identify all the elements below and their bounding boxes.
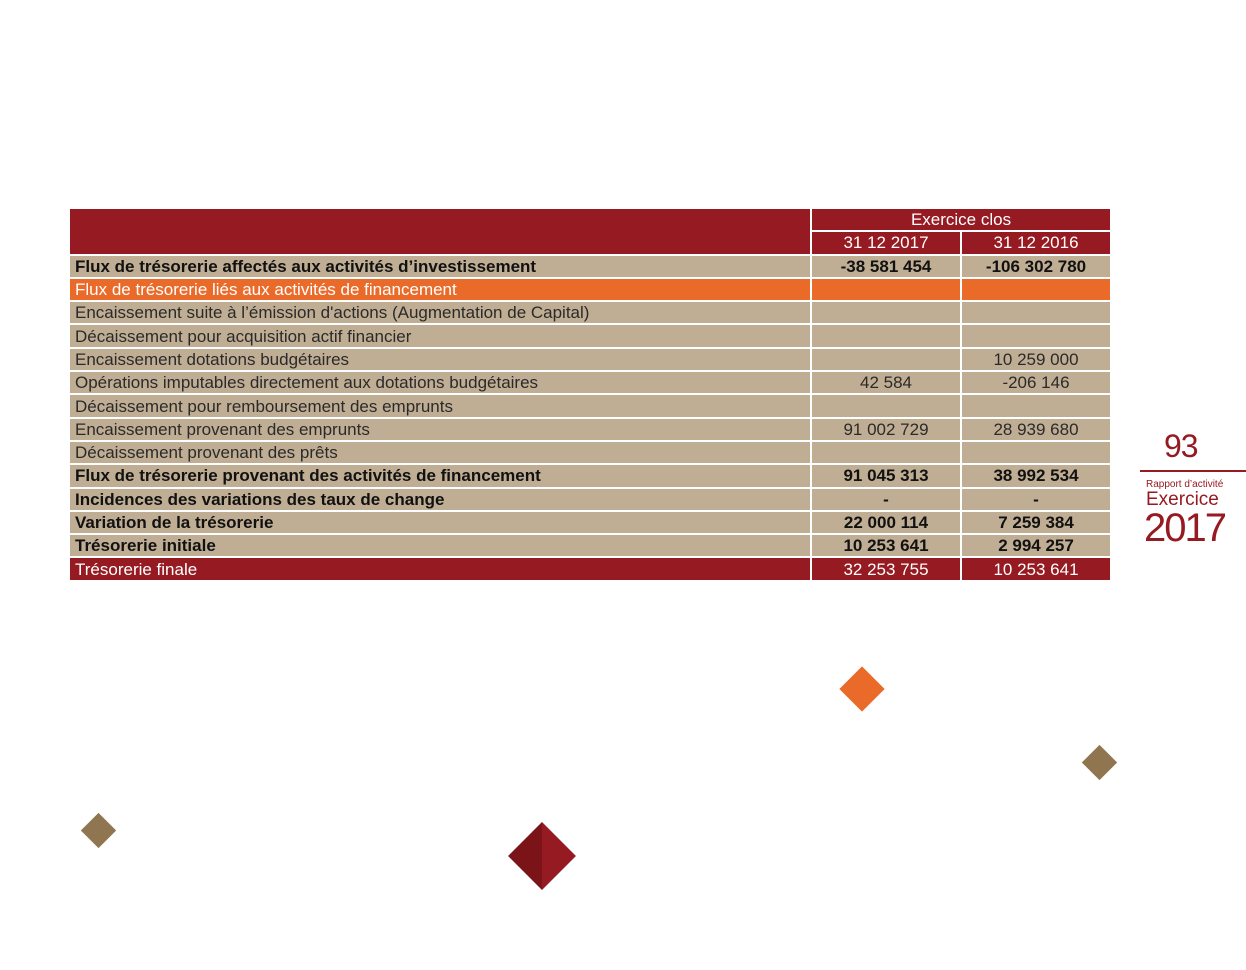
header-col-2016: 31 12 2016 — [961, 231, 1111, 254]
row-value-2016 — [961, 301, 1111, 324]
header-group-label: Exercice clos — [811, 208, 1111, 231]
row-value-2016: 28 939 680 — [961, 418, 1111, 441]
row-label: Décaissement pour remboursement des emprunts — [69, 394, 811, 417]
table-row — [69, 488, 1111, 511]
row-value-2016: 38 992 534 — [961, 464, 1111, 487]
sidebar-divider — [1140, 470, 1246, 472]
row-value-2016: -206 146 — [961, 371, 1111, 394]
row-value-2017: 32 253 755 — [811, 557, 961, 580]
row-value-2017 — [811, 301, 961, 324]
table-row — [69, 534, 1111, 557]
table-row — [69, 278, 1111, 301]
row-value-2017 — [811, 441, 961, 464]
row-value-2016 — [961, 278, 1111, 301]
row-value-2016: - — [961, 488, 1111, 511]
row-value-2017: 42 584 — [811, 371, 961, 394]
header-col-2017: 31 12 2017 — [811, 231, 961, 254]
row-label: Encaissement suite à l’émission d'actions (Augmentation de Capital) — [69, 301, 811, 324]
row-value-2017: -38 581 454 — [811, 255, 961, 278]
report-caption: Rapport d’activité — [1146, 479, 1224, 490]
table-header-row-group — [69, 208, 1111, 231]
table-row — [69, 394, 1111, 417]
decorative-diamond-gold — [1082, 745, 1117, 780]
table-row — [69, 301, 1111, 324]
table-row — [69, 371, 1111, 394]
header-blank-cell — [69, 208, 811, 255]
row-value-2017 — [811, 348, 961, 371]
row-label: Flux de trésorerie affectés aux activités d’investissement — [69, 255, 811, 278]
row-label: Variation de la trésorerie — [69, 511, 811, 534]
row-value-2017: - — [811, 488, 961, 511]
row-value-2017: 10 253 641 — [811, 534, 961, 557]
row-label: Décaissement provenant des prêts — [69, 441, 811, 464]
decorative-diamond-orange — [839, 666, 884, 711]
cash-flow-table — [68, 207, 1112, 582]
row-value-2017: 22 000 114 — [811, 511, 961, 534]
row-value-2017: 91 045 313 — [811, 464, 961, 487]
row-label: Trésorerie finale — [69, 557, 811, 580]
row-value-2016: 2 994 257 — [961, 534, 1111, 557]
decorative-diamond-red — [508, 822, 576, 890]
row-value-2017 — [811, 278, 961, 301]
row-label: Incidences des variations des taux de change — [69, 488, 811, 511]
row-value-2017 — [811, 394, 961, 417]
row-value-2016: 10 253 641 — [961, 557, 1111, 580]
row-value-2016 — [961, 441, 1111, 464]
row-label: Encaissement provenant des emprunts — [69, 418, 811, 441]
row-value-2017 — [811, 324, 961, 347]
row-value-2016: -106 302 780 — [961, 255, 1111, 278]
row-label: Encaissement dotations budgétaires — [69, 348, 811, 371]
report-year: 2017 — [1144, 506, 1225, 550]
row-label: Décaissement pour acquisition actif financier — [69, 324, 811, 347]
page-number: 93 — [1164, 428, 1198, 464]
row-value-2016: 7 259 384 — [961, 511, 1111, 534]
row-label: Opérations imputables directement aux dotations budgétaires — [69, 371, 811, 394]
row-label: Trésorerie initiale — [69, 534, 811, 557]
row-value-2017: 91 002 729 — [811, 418, 961, 441]
report-title: Exercice — [1146, 489, 1219, 510]
row-value-2016 — [961, 324, 1111, 347]
table-row — [69, 255, 1111, 278]
row-value-2016: 10 259 000 — [961, 348, 1111, 371]
row-label: Flux de trésorerie provenant des activités de financement — [69, 464, 811, 487]
table-row — [69, 464, 1111, 487]
table-row — [69, 511, 1111, 534]
row-label: Flux de trésorerie liés aux activités de financement — [69, 278, 811, 301]
table-row — [69, 418, 1111, 441]
table-row-total — [69, 557, 1111, 580]
table-row — [69, 348, 1111, 371]
decorative-diamond-gold — [81, 813, 116, 848]
table-row — [69, 324, 1111, 347]
row-value-2016 — [961, 394, 1111, 417]
table-row — [69, 441, 1111, 464]
